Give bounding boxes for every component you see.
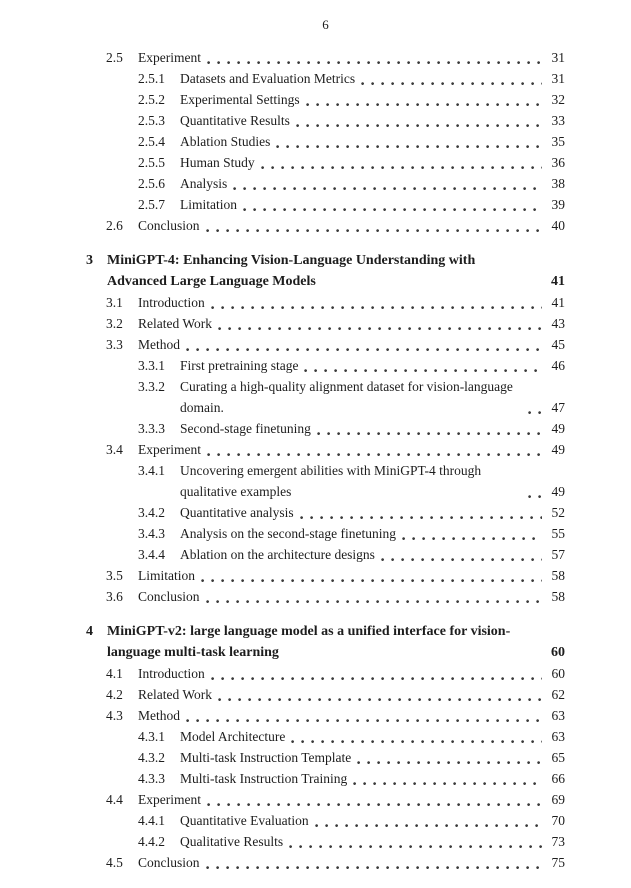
entry-title: Method xyxy=(138,337,180,352)
dot-leader xyxy=(186,339,542,355)
toc-entry xyxy=(138,68,565,89)
entry-title: Experimental Settings xyxy=(180,92,300,107)
dot-leader xyxy=(243,199,542,215)
entry-title: Human Study xyxy=(180,155,255,170)
toc-entry xyxy=(106,705,565,726)
entry-number: 4.3.2 xyxy=(138,750,165,765)
dot-leader xyxy=(306,94,542,110)
entry-page: 31 xyxy=(551,50,565,65)
entry-number: 3.3.1 xyxy=(138,358,165,373)
toc-entry xyxy=(106,684,565,705)
entry-page: 60 xyxy=(551,666,565,681)
dot-leader xyxy=(206,591,542,607)
entry-page: 73 xyxy=(551,834,565,849)
entry-number: 4.4.2 xyxy=(138,834,165,849)
entry-number: 3.4.3 xyxy=(138,526,165,541)
dot-leader xyxy=(353,773,542,789)
entry-number: 2.5.4 xyxy=(138,134,165,149)
entry-page: 46 xyxy=(551,358,565,373)
dot-leader xyxy=(528,276,542,292)
dot-leader xyxy=(201,570,542,586)
entry-title: Quantitative Evaluation xyxy=(180,813,309,828)
table-of-contents xyxy=(86,47,565,873)
entry-title: Ablation Studies xyxy=(180,134,271,149)
entry-number: 3.1 xyxy=(106,295,123,310)
entry-title: Experiment xyxy=(138,50,201,65)
toc-entry xyxy=(106,334,565,355)
toc-entry xyxy=(138,173,565,194)
toc-entry xyxy=(106,586,565,607)
dot-leader xyxy=(261,157,542,173)
toc-entry xyxy=(138,523,565,544)
entry-title: Uncovering emergent abilities with MiniGPT-4 through qualitative examples xyxy=(180,463,482,499)
dot-leader xyxy=(218,689,542,705)
entry-page: 63 xyxy=(551,708,565,723)
entry-title: Multi-task Instruction Template xyxy=(180,750,352,765)
entry-title: Curating a high-quality alignment dataset for vision-language domain. xyxy=(180,379,513,415)
entry-title: Method xyxy=(138,708,180,723)
entry-page: 62 xyxy=(551,687,565,702)
entry-page: 49 xyxy=(551,421,565,436)
entry-title: Conclusion xyxy=(138,589,200,604)
entry-title: Related Work xyxy=(138,316,213,331)
entry-page: 36 xyxy=(551,155,565,170)
toc-entry xyxy=(106,852,565,873)
entry-page: 41 xyxy=(551,295,565,310)
entry-number: 2.5 xyxy=(106,50,123,65)
dot-leader xyxy=(207,444,542,460)
entry-number: 4.4.1 xyxy=(138,813,165,828)
dot-leader xyxy=(528,402,542,418)
entry-number: 2.5.2 xyxy=(138,92,165,107)
entry-page: 69 xyxy=(551,792,565,807)
toc-entry xyxy=(138,502,565,523)
toc-entry xyxy=(86,250,565,292)
entry-page: 38 xyxy=(551,176,565,191)
entry-number: 2.6 xyxy=(106,218,123,233)
entry-title: Conclusion xyxy=(138,218,200,233)
toc-entry xyxy=(106,439,565,460)
entry-page: 57 xyxy=(551,547,565,562)
entry-number: 3.4.4 xyxy=(138,547,165,562)
entry-number: 4.3 xyxy=(106,708,123,723)
entry-number: 2.5.1 xyxy=(138,71,165,86)
dot-leader xyxy=(211,668,542,684)
entry-page: 49 xyxy=(551,484,565,499)
toc-entry xyxy=(86,621,565,663)
entry-title: Experiment xyxy=(138,792,201,807)
toc-entry xyxy=(138,831,565,852)
entry-title: Conclusion xyxy=(138,855,200,870)
dot-leader xyxy=(315,815,542,831)
toc-entry xyxy=(138,194,565,215)
entry-title: MiniGPT-v2: large language model as a unified interface for vision-language multi-task learning xyxy=(107,624,511,660)
entry-number: 3 xyxy=(86,253,93,268)
entry-page: 45 xyxy=(551,337,565,352)
entry-title: MiniGPT-4: Enhancing Vision-Language Understanding with Advanced Large Language Models xyxy=(107,253,476,289)
dot-leader xyxy=(207,794,542,810)
entry-number: 3.4 xyxy=(106,442,123,457)
toc-entry xyxy=(138,418,565,439)
entry-page: 52 xyxy=(551,505,565,520)
entry-number: 3.4.2 xyxy=(138,505,165,520)
toc-entry xyxy=(138,376,565,418)
entry-number: 3.2 xyxy=(106,316,123,331)
dot-leader xyxy=(304,360,542,376)
entry-number: 3.6 xyxy=(106,589,123,604)
entry-page: 49 xyxy=(551,442,565,457)
dot-leader xyxy=(361,73,542,89)
toc-entry xyxy=(106,663,565,684)
dot-leader xyxy=(300,507,542,523)
entry-number: 4.1 xyxy=(106,666,123,681)
entry-title: Datasets and Evaluation Metrics xyxy=(180,71,356,86)
entry-title: Second-stage finetuning xyxy=(180,421,311,436)
entry-number: 4.2 xyxy=(106,687,123,702)
entry-page: 66 xyxy=(551,771,565,786)
toc-entry xyxy=(138,110,565,131)
toc-entry xyxy=(106,215,565,236)
dot-leader xyxy=(233,178,542,194)
dot-leader xyxy=(276,136,542,152)
toc-entry xyxy=(138,747,565,768)
toc-entry xyxy=(106,565,565,586)
toc-entry xyxy=(106,789,565,810)
entry-number: 3.5 xyxy=(106,568,123,583)
entry-number: 2.5.6 xyxy=(138,176,165,191)
entry-page: 39 xyxy=(551,197,565,212)
toc-entry xyxy=(138,768,565,789)
entry-number: 4.3.3 xyxy=(138,771,165,786)
entry-title: Related Work xyxy=(138,687,213,702)
entry-number: 3.4.1 xyxy=(138,463,165,478)
entry-title: Introduction xyxy=(138,295,205,310)
toc-entry xyxy=(138,460,565,502)
entry-title: Qualitative Results xyxy=(180,834,284,849)
entry-page: 32 xyxy=(551,92,565,107)
entry-title: Limitation xyxy=(180,197,237,212)
entry-title: Analysis xyxy=(180,176,228,191)
entry-page: 70 xyxy=(551,813,565,828)
entry-page: 63 xyxy=(551,729,565,744)
entry-title: Limitation xyxy=(138,568,195,583)
entry-page: 43 xyxy=(551,316,565,331)
entry-title: First pretraining stage xyxy=(180,358,299,373)
entry-number: 4 xyxy=(86,624,93,639)
entry-number: 4.3.1 xyxy=(138,729,165,744)
toc-entry xyxy=(138,544,565,565)
dot-leader xyxy=(211,297,542,313)
dot-leader xyxy=(206,220,542,236)
entry-page: 58 xyxy=(551,568,565,583)
entry-title: Model Architecture xyxy=(180,729,286,744)
dot-leader xyxy=(528,647,542,663)
page-number: 6 xyxy=(322,17,329,32)
entry-page: 47 xyxy=(551,400,565,415)
entry-title: Analysis on the second-stage finetuning xyxy=(180,526,396,541)
dot-leader xyxy=(357,752,542,768)
entry-number: 2.5.3 xyxy=(138,113,165,128)
toc-entry xyxy=(138,131,565,152)
entry-page: 58 xyxy=(551,589,565,604)
entry-title: Ablation on the architecture designs xyxy=(180,547,375,562)
entry-number: 2.5.5 xyxy=(138,155,165,170)
toc-entry xyxy=(106,292,565,313)
toc-entry xyxy=(106,313,565,334)
entry-number: 4.4 xyxy=(106,792,123,807)
dot-leader xyxy=(206,857,542,873)
entry-page: 35 xyxy=(551,134,565,149)
dot-leader xyxy=(317,423,542,439)
toc-entry xyxy=(138,152,565,173)
entry-page: 41 xyxy=(551,274,565,289)
entry-page: 60 xyxy=(551,645,565,660)
entry-page: 31 xyxy=(551,71,565,86)
dot-leader xyxy=(381,549,542,565)
dot-leader xyxy=(402,528,542,544)
entry-title: Quantitative Results xyxy=(180,113,290,128)
dot-leader xyxy=(207,52,542,68)
entry-title: Introduction xyxy=(138,666,205,681)
dot-leader xyxy=(218,318,542,334)
entry-page: 65 xyxy=(551,750,565,765)
entry-number: 4.5 xyxy=(106,855,123,870)
entry-title: Quantitative analysis xyxy=(180,505,294,520)
entry-number: 3.3.3 xyxy=(138,421,165,436)
entry-number: 3.3 xyxy=(106,337,123,352)
toc-entry xyxy=(138,355,565,376)
entry-title: Experiment xyxy=(138,442,201,457)
toc-entry xyxy=(138,810,565,831)
entry-page: 40 xyxy=(551,218,565,233)
toc-entry xyxy=(106,47,565,68)
entry-page: 75 xyxy=(551,855,565,870)
dot-leader xyxy=(291,731,542,747)
entry-number: 2.5.7 xyxy=(138,197,165,212)
entry-page: 33 xyxy=(551,113,565,128)
entry-page: 55 xyxy=(551,526,565,541)
dot-leader xyxy=(296,115,542,131)
toc-entry xyxy=(138,89,565,110)
dot-leader xyxy=(528,486,542,502)
toc-entry xyxy=(138,726,565,747)
entry-title: Multi-task Instruction Training xyxy=(180,771,348,786)
entry-number: 3.3.2 xyxy=(138,379,165,394)
dot-leader xyxy=(186,710,542,726)
dot-leader xyxy=(289,836,542,852)
